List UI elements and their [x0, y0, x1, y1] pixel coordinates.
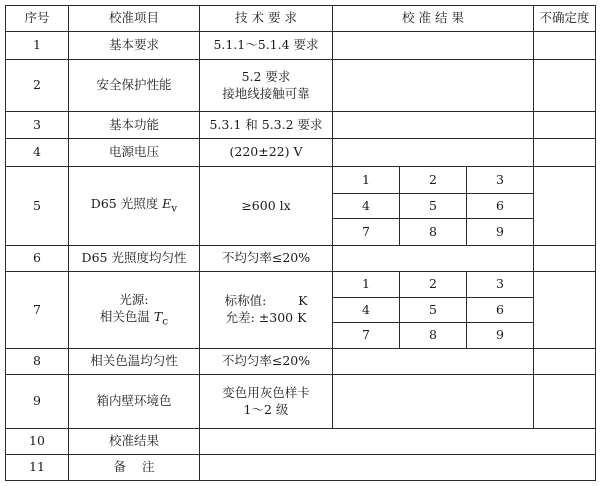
- table-row: [6, 429, 596, 455]
- row-item: 电源电压: [69, 139, 200, 167]
- calibration-sheet: [5, 5, 595, 481]
- measurement-cell: 6: [467, 194, 534, 219]
- item-subscript: c: [162, 315, 169, 328]
- uncertainty-cell: [534, 375, 596, 429]
- requirement-line: 5.2 要求: [241, 68, 291, 84]
- row-item: 安全保护性能: [69, 60, 200, 112]
- item-text-line: [71, 309, 197, 329]
- row-requirement: 5.3.1 和 5.3.2 要求: [200, 112, 333, 139]
- result-cell: [333, 375, 534, 429]
- row-item: 校准结果: [69, 429, 200, 455]
- calibration-table: [5, 5, 596, 481]
- item-variable: T: [153, 308, 163, 324]
- row-requirement: [200, 60, 333, 112]
- row-seq: 6: [6, 246, 69, 272]
- measurement-cell: 9: [467, 219, 534, 246]
- remarks-cell: [200, 455, 596, 481]
- measurement-cell: 7: [333, 323, 400, 349]
- result-cell: [333, 32, 534, 60]
- uncertainty-cell: [534, 167, 596, 246]
- result-cell: [333, 349, 534, 375]
- measurement-cell: 5: [400, 298, 467, 323]
- measurement-cell: 1: [333, 272, 400, 298]
- measurement-cell: 1: [333, 167, 400, 194]
- row-item: 相关色温均匀性: [69, 349, 200, 375]
- table-row: [6, 272, 596, 298]
- row-item: 基本功能: [69, 112, 200, 139]
- result-cell: [333, 112, 534, 139]
- measurement-cell: 5: [400, 194, 467, 219]
- item-subscript: v: [171, 202, 178, 215]
- measurement-cell: 2: [400, 167, 467, 194]
- result-cell: [333, 60, 534, 112]
- header-seq: 序号: [6, 6, 69, 32]
- uncertainty-cell: [534, 246, 596, 272]
- header-uncertainty: 不确定度: [534, 6, 596, 32]
- row-seq: 11: [6, 455, 69, 481]
- row-seq: 10: [6, 429, 69, 455]
- header-item: 校准项目: [69, 6, 200, 32]
- row-requirement: 不均匀率≤20%: [200, 246, 333, 272]
- item-text: 光源:: [119, 291, 149, 307]
- measurement-cell: 8: [400, 323, 467, 349]
- measurement-cell: 3: [467, 272, 534, 298]
- result-cell: [333, 246, 534, 272]
- row-seq: 2: [6, 60, 69, 112]
- table-row: [6, 375, 596, 429]
- row-requirement: 不均匀率≤20%: [200, 349, 333, 375]
- measurement-cell: 4: [333, 298, 400, 323]
- uncertainty-cell: [534, 60, 596, 112]
- table-row: [6, 246, 596, 272]
- row-seq: 4: [6, 139, 69, 167]
- measurement-cell: 2: [400, 272, 467, 298]
- uncertainty-cell: [534, 349, 596, 375]
- row-requirement: [200, 272, 333, 349]
- row-item: 箱内壁环境色: [69, 375, 200, 429]
- row-requirement: ≥600 lx: [200, 167, 333, 246]
- requirement-line: 变色用灰色样卡: [222, 384, 310, 400]
- row-item: [69, 167, 200, 246]
- table-row: [6, 60, 596, 112]
- row-seq: 9: [6, 375, 69, 429]
- measurement-cell: 4: [333, 194, 400, 219]
- measurement-cell: 6: [467, 298, 534, 323]
- header-row: [6, 6, 596, 32]
- row-item: 基本要求: [69, 32, 200, 60]
- requirement-line: 1～2 级: [243, 401, 289, 417]
- header-result: 校 准 结 果: [333, 6, 534, 32]
- uncertainty-cell: [534, 139, 596, 167]
- row-seq: 5: [6, 167, 69, 246]
- requirement-line: 允差: ±300 K: [225, 310, 307, 325]
- row-seq: 8: [6, 349, 69, 375]
- uncertainty-cell: [534, 272, 596, 349]
- item-text: 相关色温: [99, 308, 154, 324]
- row-requirement: [200, 375, 333, 429]
- measurement-cell: 8: [400, 219, 467, 246]
- row-item: D65 光照度均匀性: [69, 246, 200, 272]
- row-requirement: 5.1.1～5.1.4 要求: [200, 32, 333, 60]
- table-row: [6, 112, 596, 139]
- conclusion-cell: [200, 429, 596, 455]
- row-seq: 1: [6, 32, 69, 60]
- requirement-line: 标称值: K: [224, 293, 308, 309]
- table-row: [6, 139, 596, 167]
- row-requirement: (220±22) V: [200, 139, 333, 167]
- table-row: [6, 455, 596, 481]
- result-cell: [333, 139, 534, 167]
- row-seq: 7: [6, 272, 69, 349]
- table-row: [6, 349, 596, 375]
- table-row: [6, 32, 596, 60]
- uncertainty-cell: [534, 32, 596, 60]
- measurement-cell: 7: [333, 219, 400, 246]
- uncertainty-cell: [534, 112, 596, 139]
- requirement-line: 接地线接触可靠: [222, 85, 310, 101]
- table-row: [6, 167, 596, 194]
- item-variable: E: [162, 196, 172, 212]
- measurement-cell: 9: [467, 323, 534, 349]
- header-requirement: 技 术 要 求: [200, 6, 333, 32]
- row-item: [69, 272, 200, 349]
- item-text: D65 光照度: [90, 196, 163, 212]
- row-seq: 3: [6, 112, 69, 139]
- row-item: 备 注: [69, 455, 200, 481]
- measurement-cell: 3: [467, 167, 534, 194]
